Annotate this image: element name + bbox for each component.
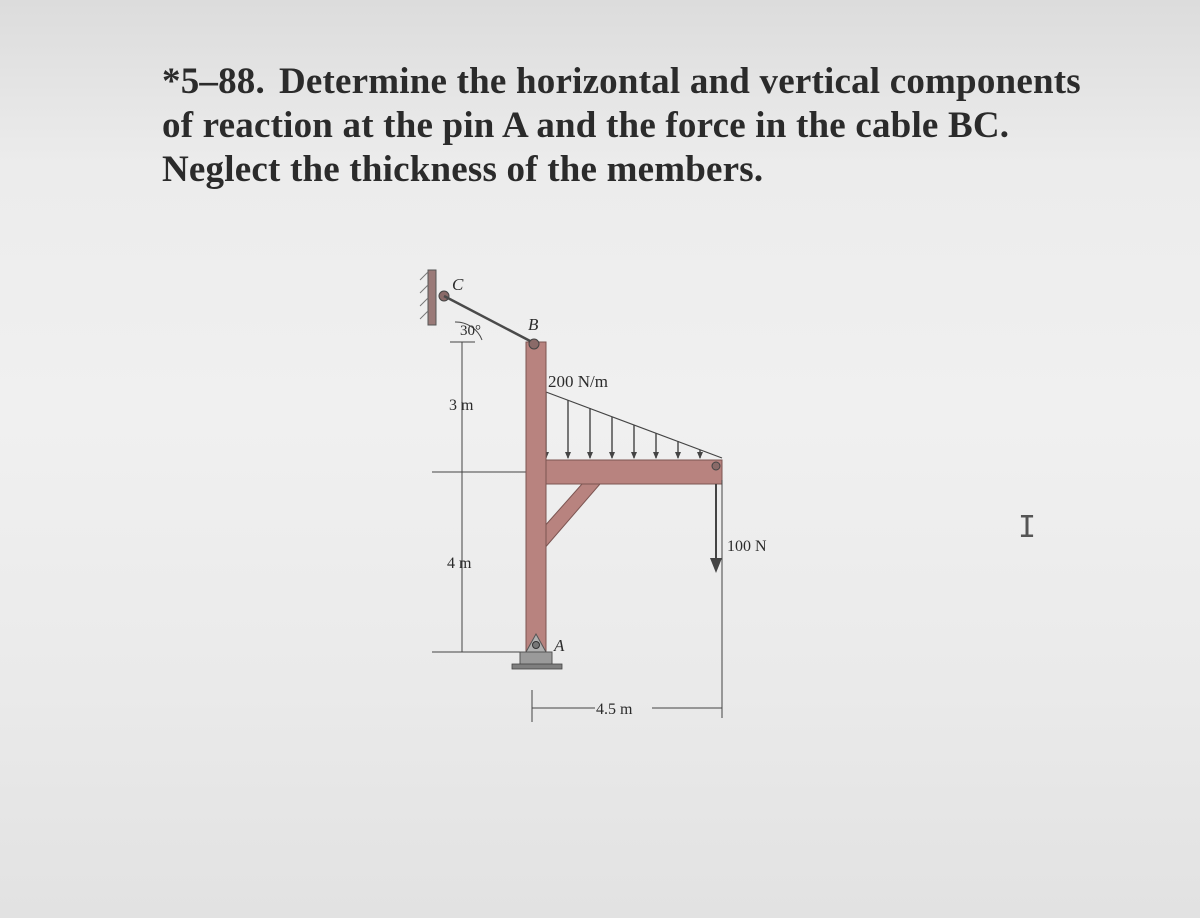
dim-horizontal-label: 4.5 m xyxy=(596,701,633,718)
angle-label: 30° xyxy=(460,323,481,339)
horizontal-member xyxy=(546,460,722,484)
pin-b xyxy=(529,339,539,349)
cable-bc xyxy=(444,296,532,342)
dim-upper-label: 3 m xyxy=(449,397,474,414)
vertical-dimension-lines xyxy=(432,342,540,652)
diagonal-brace xyxy=(543,484,600,550)
dim-lower-label: 4 m xyxy=(447,555,472,572)
label-c: C xyxy=(452,275,464,294)
distributed-load-label: 200 N/m xyxy=(548,372,608,391)
text-cursor-icon: I xyxy=(1018,510,1037,545)
distributed-load xyxy=(543,392,722,459)
vertical-member xyxy=(526,342,546,654)
label-b: B xyxy=(528,315,539,334)
problem-line-3: Neglect the thickness of the members. xyxy=(162,149,764,190)
label-a: A xyxy=(554,636,565,655)
problem-line-1-text: Determine the horizontal and vertical components xyxy=(278,61,1081,102)
problem-line-2: of reaction at the pin A and the force in the cable BC. xyxy=(162,105,1010,146)
point-load-label: 100 N xyxy=(727,538,767,555)
problem-number: *5–88. xyxy=(162,61,265,102)
point-load xyxy=(710,462,722,718)
